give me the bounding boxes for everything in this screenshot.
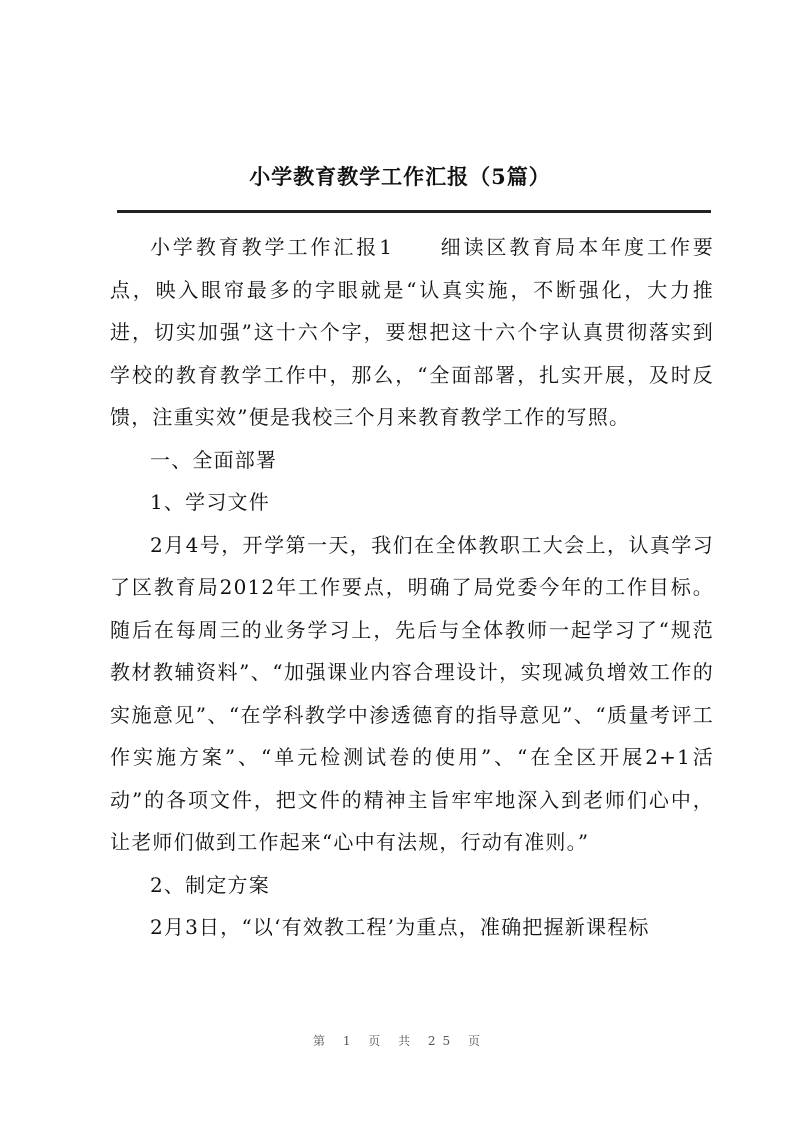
paragraph-study-documents: 2月4号，开学第一天，我们在全体教职工大会上，认真学习了区教育局2012年工作要点，明确了局党委今年的工作目标。随后在每周三的业务学习上，先后与全体教师一起学习了“规范教材教辅资料”、“加强课业内容合理设计，实现减负增效工作的实施意见”、“在学科教学中渗透德育的指导意见”、“质量考评工作实施方案”、“单元检测试卷的使用”、“在全区开展2+1活动”的各项文件，把文件的精神主旨牢牢地深入到老师们心中，让老师们做到工作起来“心中有法规，行动有准则。”: [110, 532, 714, 854]
document-title: 小学教育教学工作汇报（5篇）: [249, 164, 551, 189]
heading-make-plan: 2、制定方案: [150, 872, 270, 897]
page-number-footer: 第 1 页 共 25 页: [313, 1034, 487, 1048]
document-body: [110, 226, 714, 949]
heading-study-documents: 1、学习文件: [150, 490, 270, 514]
paragraph-make-plan: 2月3日，“以‘有效教工程’为重点，准确把握新课程标: [150, 915, 650, 939]
paragraph-intro: 小学教育教学工作汇报1 细读区教育局本年度工作要点，映入眼帘最多的字眼就是“认真实施，不断强化，大力推进，切实加强”这十六个字，要想把这十六个字认真贯彻落实到学校的教育教学工作中，那么，“全面部署，扎实开展，及时反馈，注重实效”便是我校三个月来教育教学工作的写照。: [110, 235, 714, 429]
title-divider: [117, 210, 711, 213]
heading-section-1: 一、全面部署: [150, 447, 278, 472]
